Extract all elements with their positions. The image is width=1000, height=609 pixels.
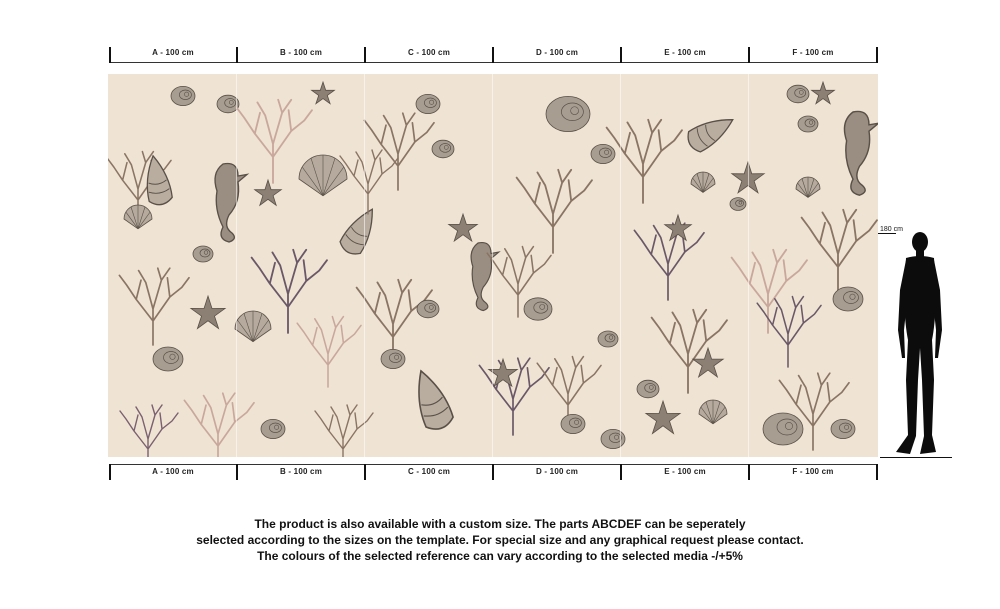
seashell-icon bbox=[193, 246, 213, 262]
seashell-icon bbox=[432, 140, 454, 158]
panel-a-size-label: A - 100 cm bbox=[152, 48, 194, 57]
seahorse-icon bbox=[844, 111, 878, 195]
seashell-icon bbox=[416, 94, 440, 113]
panel-d-size-label: D - 100 cm bbox=[535, 467, 579, 476]
panel-seam bbox=[492, 74, 493, 457]
panel-seam bbox=[236, 74, 237, 457]
seashell-icon bbox=[417, 300, 439, 318]
seashell-icon bbox=[699, 400, 727, 424]
bottom-size-ruler bbox=[109, 464, 878, 480]
panel-c-size-label: C - 100 cm bbox=[407, 467, 451, 476]
panel-f-size-label: F - 100 cm bbox=[792, 467, 834, 476]
seashell-icon bbox=[124, 205, 152, 229]
starfish-icon bbox=[646, 401, 680, 434]
seashell-pattern bbox=[108, 74, 878, 457]
seashell-icon bbox=[691, 172, 715, 192]
coral-icon bbox=[652, 310, 727, 393]
coral-icon bbox=[297, 317, 361, 387]
height-label: 180 cm bbox=[880, 226, 903, 233]
seashell-icon bbox=[235, 311, 271, 342]
seashell-icon bbox=[833, 287, 863, 311]
panel-b-size-label: B - 100 cm bbox=[279, 467, 323, 476]
starfish-icon bbox=[812, 82, 835, 104]
product-note bbox=[0, 516, 1000, 564]
panel-seam bbox=[748, 74, 749, 457]
panel-b-size-label: B - 100 cm bbox=[279, 48, 323, 57]
panel-a-size-label: A - 100 cm bbox=[152, 467, 194, 476]
product-note-line-1: The product is also available with a custom size. The parts ABCDEF can be seperately bbox=[254, 517, 746, 531]
product-note-line-2: selected according to the sizes on the template. For special size and any graphical request please contact. bbox=[196, 533, 804, 547]
coral-icon bbox=[802, 210, 877, 293]
panel-c-size-label: C - 100 cm bbox=[407, 48, 451, 57]
starfish-icon bbox=[312, 82, 335, 104]
seashell-icon bbox=[730, 198, 746, 211]
starfish-icon bbox=[449, 214, 478, 241]
seahorse-icon bbox=[471, 243, 499, 311]
panel-e-size-label: E - 100 cm bbox=[664, 467, 706, 476]
seashell-icon bbox=[598, 331, 618, 347]
coral-icon bbox=[757, 297, 821, 367]
panel-seam bbox=[620, 74, 621, 457]
product-note-line-3: The colours of the selected reference can vary according to the selected media -/+5% bbox=[257, 549, 743, 563]
panel-seam bbox=[364, 74, 365, 457]
starfish-icon bbox=[255, 180, 282, 205]
panel-f-size-label: F - 100 cm bbox=[792, 48, 834, 57]
seashell-icon bbox=[601, 429, 625, 448]
wallpaper-preview bbox=[108, 74, 878, 457]
seashell-icon bbox=[831, 419, 855, 438]
seashell-icon bbox=[637, 380, 659, 398]
human-silhouette-icon bbox=[890, 230, 950, 460]
coral-icon bbox=[517, 170, 592, 253]
starfish-icon bbox=[665, 215, 692, 240]
conch-icon bbox=[337, 203, 382, 258]
coral-icon bbox=[607, 120, 682, 203]
seashell-icon bbox=[153, 347, 183, 371]
seashell-icon bbox=[591, 144, 615, 163]
coral-icon bbox=[119, 268, 189, 345]
seashell-icon bbox=[299, 155, 347, 196]
seashell-icon bbox=[787, 85, 809, 103]
seashell-icon bbox=[796, 177, 820, 197]
coral-icon bbox=[120, 405, 178, 457]
coral-icon bbox=[364, 113, 434, 190]
seashell-icon bbox=[171, 86, 195, 105]
panel-e-size-label: E - 100 cm bbox=[664, 48, 706, 57]
top-size-ruler bbox=[109, 47, 878, 63]
conch-icon bbox=[684, 109, 739, 154]
coral-icon bbox=[340, 150, 398, 214]
seashell-icon bbox=[763, 413, 803, 445]
seashell-icon bbox=[524, 298, 552, 320]
seashell-icon bbox=[561, 414, 585, 433]
seashell-icon bbox=[798, 116, 818, 132]
coral-icon bbox=[184, 393, 254, 457]
seashell-icon bbox=[546, 96, 590, 131]
starfish-icon bbox=[191, 296, 225, 329]
seahorse-icon bbox=[215, 164, 247, 243]
panel-d-size-label: D - 100 cm bbox=[535, 48, 579, 57]
seashell-icon bbox=[261, 419, 285, 438]
ground-line bbox=[880, 457, 952, 458]
seashell-icon bbox=[381, 349, 405, 368]
conch-icon bbox=[407, 366, 455, 433]
coral-icon bbox=[634, 223, 704, 300]
